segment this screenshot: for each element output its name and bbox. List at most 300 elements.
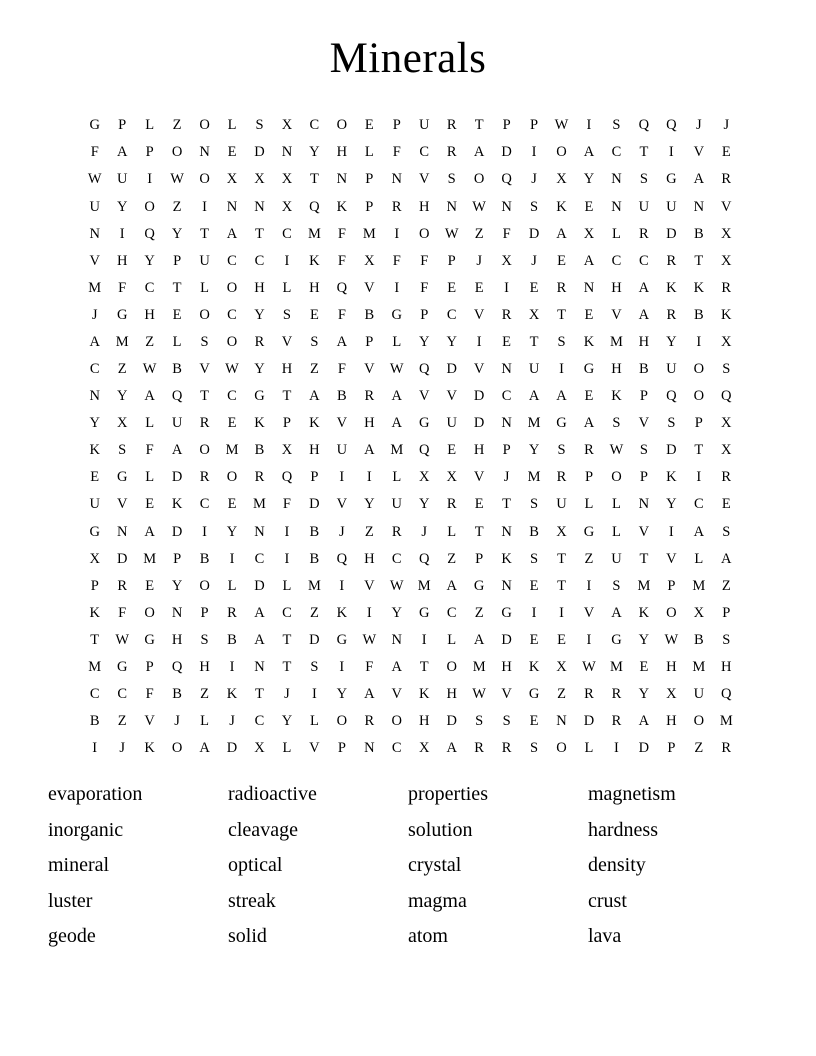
grid-letter: K — [666, 279, 677, 296]
grid-letter: P — [173, 550, 182, 567]
grid-letter: J — [174, 713, 180, 730]
grid-letter: R — [446, 496, 457, 513]
grid-letter: K — [171, 496, 183, 513]
grid-letter: N — [116, 523, 128, 540]
grid-letter: F — [420, 252, 429, 269]
word-bank-item: solution — [408, 818, 473, 841]
grid-letter: F — [145, 686, 154, 703]
grid-letter: Y — [666, 333, 677, 350]
grid-letter: P — [502, 442, 511, 459]
grid-letter: O — [418, 225, 430, 242]
grid-letter: N — [254, 198, 265, 215]
grid-letter: W — [170, 171, 184, 188]
grid-letter: H — [501, 658, 512, 675]
grid-letter: P — [145, 144, 154, 161]
grid-letter: Q — [336, 279, 348, 296]
grid-letter: A — [693, 523, 705, 540]
grid-letter: X — [583, 225, 595, 242]
grid-letter: C — [391, 550, 402, 567]
grid-letter: R — [446, 117, 457, 134]
grid-letter: E — [172, 306, 182, 323]
grid-letter: O — [473, 171, 485, 188]
grid-letter: R — [666, 252, 677, 269]
grid-letter: D — [473, 415, 485, 432]
grid-letter: I — [229, 550, 235, 567]
grid-letter: T — [255, 686, 264, 703]
grid-letter: P — [310, 469, 319, 486]
grid-letter: Z — [694, 740, 704, 757]
grid-letter: V — [638, 415, 650, 432]
grid-letter: P — [365, 198, 374, 215]
grid-letter: P — [392, 117, 401, 134]
grid-letter: X — [501, 252, 512, 269]
grid-letter: Q — [281, 469, 293, 486]
grid-letter: F — [337, 361, 346, 378]
grid-letter: Z — [584, 550, 594, 567]
grid-letter: R — [501, 740, 512, 757]
grid-letter: D — [528, 225, 540, 242]
grid-letter: I — [284, 550, 290, 567]
grid-letter: S — [639, 171, 648, 188]
grid-letter: S — [557, 333, 566, 350]
grid-letter: M — [115, 333, 129, 350]
grid-letter: V — [199, 361, 210, 378]
grid-letter: A — [583, 415, 595, 432]
grid-letter: E — [529, 577, 539, 594]
grid-letter: J — [229, 713, 235, 730]
grid-letter: T — [557, 577, 566, 594]
grid-letter: R — [721, 171, 732, 188]
grid-letter: W — [609, 442, 624, 459]
grid-letter: R — [391, 198, 402, 215]
grid-letter: A — [473, 144, 485, 161]
grid-letter: F — [502, 225, 511, 242]
grid-letter: L — [309, 713, 319, 730]
grid-letter: D — [666, 225, 677, 242]
grid-letter: B — [693, 306, 704, 323]
grid-letter: X — [446, 469, 457, 486]
grid-letter: B — [172, 686, 182, 703]
grid-letter: X — [556, 171, 567, 188]
grid-letter: W — [582, 658, 596, 675]
grid-letter: W — [225, 361, 239, 378]
grid-letter: Q — [418, 361, 430, 378]
grid-letter: R — [254, 333, 265, 350]
grid-letter: O — [199, 577, 210, 594]
grid-letter: N — [693, 198, 705, 215]
word-bank-item: luster — [48, 889, 93, 912]
grid-letter: D — [501, 144, 512, 161]
grid-letter: E — [529, 631, 539, 648]
grid-letter: Z — [145, 333, 155, 350]
grid-letter: L — [612, 496, 621, 513]
grid-letter: G — [336, 631, 348, 648]
grid-letter: H — [144, 306, 155, 323]
grid-letter: E — [557, 252, 566, 269]
grid-letter: D — [226, 740, 238, 757]
grid-letter: E — [721, 496, 731, 513]
grid-letter: N — [501, 361, 512, 378]
grid-letter: B — [529, 523, 539, 540]
grid-letter: P — [530, 117, 539, 134]
grid-letter: J — [284, 686, 290, 703]
grid-letter: L — [227, 117, 237, 134]
grid-letter: X — [281, 442, 293, 459]
grid-letter: N — [583, 279, 595, 296]
grid-letter: I — [559, 604, 564, 621]
grid-letter: H — [666, 713, 677, 730]
grid-letter: H — [446, 686, 457, 703]
grid-letter: S — [475, 713, 484, 730]
grid-letter: F — [337, 252, 346, 269]
grid-letter: X — [693, 604, 705, 621]
grid-letter: R — [721, 740, 732, 757]
grid-letter: Q — [721, 388, 732, 405]
grid-letter: W — [472, 198, 486, 215]
grid-letter: C — [144, 279, 155, 296]
grid-letter: H — [309, 279, 320, 296]
grid-letter: T — [502, 496, 512, 513]
grid-letter: C — [117, 686, 128, 703]
grid-letter: K — [501, 550, 512, 567]
grid-letter: M — [692, 577, 706, 594]
grid-letter: B — [693, 225, 704, 242]
grid-letter: W — [115, 631, 130, 648]
grid-letter: R — [364, 713, 375, 730]
grid-letter: G — [501, 604, 512, 621]
grid-letter: N — [199, 144, 210, 161]
grid-letter: Y — [116, 388, 128, 405]
grid-letter: I — [668, 144, 674, 161]
grid-letter: B — [227, 631, 237, 648]
grid-letter: G — [583, 361, 595, 378]
grid-letter: S — [667, 415, 676, 432]
grid-letter: R — [611, 686, 622, 703]
word-bank-item: properties — [408, 783, 488, 805]
grid-letter: A — [583, 252, 595, 269]
grid-letter: N — [611, 171, 622, 188]
grid-letter: I — [668, 523, 674, 540]
grid-letter: D — [501, 631, 512, 648]
grid-letter: D — [473, 388, 485, 405]
grid-letter: Q — [336, 550, 348, 567]
grid-letter: L — [584, 740, 594, 757]
grid-letter: A — [528, 388, 540, 405]
grid-letter: U — [89, 496, 100, 513]
grid-letter: B — [172, 361, 182, 378]
grid-letter: M — [472, 658, 486, 675]
grid-letter: I — [586, 577, 592, 594]
grid-letter: A — [556, 388, 567, 405]
grid-letter: G — [611, 631, 622, 648]
grid-letter: Y — [144, 252, 155, 269]
grid-letter: X — [721, 252, 732, 269]
grid-letter: H — [309, 442, 320, 459]
word-bank-item: optical — [228, 854, 283, 877]
grid-letter: Q — [721, 686, 732, 703]
grid-letter: A — [638, 279, 650, 296]
grid-letter: E — [227, 415, 237, 432]
grid-letter: M — [307, 577, 321, 594]
grid-letter: Y — [116, 198, 128, 215]
grid-letter: L — [282, 577, 292, 594]
grid-letter: T — [172, 279, 182, 296]
grid-letter: P — [365, 333, 374, 350]
grid-letter: M — [719, 713, 733, 730]
grid-letter: G — [418, 604, 430, 621]
grid-letter: Q — [144, 225, 155, 242]
grid-letter: A — [171, 442, 183, 459]
grid-letter: H — [336, 144, 348, 161]
grid-letter: A — [391, 658, 402, 675]
grid-letter: W — [472, 686, 486, 703]
grid-letter: L — [584, 496, 594, 513]
grid-letter: E — [474, 279, 484, 296]
grid-letter: P — [173, 252, 182, 269]
grid-letter: Y — [528, 442, 540, 459]
grid-letter: Y — [364, 496, 375, 513]
grid-letter: Q — [418, 442, 430, 459]
grid-letter: K — [693, 279, 705, 296]
grid-letter: L — [392, 469, 402, 486]
grid-letter: J — [119, 740, 125, 757]
grid-letter: S — [530, 198, 539, 215]
grid-letter: W — [389, 577, 404, 594]
grid-letter: U — [638, 198, 650, 215]
grid-letter: P — [282, 415, 291, 432]
grid-letter: O — [199, 117, 210, 134]
grid-letter: V — [364, 279, 375, 296]
word-bank-item: evaporation — [48, 783, 143, 805]
grid-letter: P — [639, 469, 648, 486]
grid-letter: A — [583, 144, 595, 161]
grid-letter: I — [202, 523, 207, 540]
grid-letter: V — [281, 333, 293, 350]
grid-letter: X — [721, 225, 732, 242]
grid-letter: S — [200, 333, 209, 350]
grid-letter: K — [336, 604, 348, 621]
grid-letter: M — [637, 577, 651, 594]
grid-letter: O — [446, 658, 457, 675]
grid-letter: F — [118, 604, 127, 621]
grid-letter: P — [145, 658, 154, 675]
grid-letter: R — [227, 604, 237, 621]
grid-letter: M — [253, 496, 266, 513]
grid-letter: Q — [171, 388, 183, 405]
grid-letter: O — [693, 361, 705, 378]
grid-letter: I — [311, 686, 317, 703]
grid-letter: H — [611, 279, 622, 296]
grid-letter: D — [446, 713, 457, 730]
grid-letter: Y — [171, 225, 183, 242]
grid-letter: S — [722, 523, 731, 540]
grid-letter: M — [609, 333, 623, 350]
grid-letter: L — [612, 523, 621, 540]
grid-letter: A — [364, 686, 375, 703]
grid-letter: X — [116, 415, 128, 432]
grid-letter: V — [501, 686, 512, 703]
grid-letter: K — [254, 415, 265, 432]
grid-letter: A — [144, 523, 155, 540]
word-bank-item: atom — [408, 925, 448, 948]
grid-letter: F — [392, 252, 401, 269]
grid-letter: K — [721, 306, 732, 323]
grid-letter: E — [447, 279, 457, 296]
grid-letter: X — [721, 333, 732, 350]
grid-letter: Z — [721, 577, 731, 594]
grid-letter: C — [282, 225, 292, 242]
grid-letter: I — [147, 171, 153, 188]
grid-letter: X — [281, 171, 293, 188]
grid-letter: K — [583, 333, 595, 350]
grid-letter: B — [254, 442, 265, 459]
grid-letter: S — [530, 550, 539, 567]
grid-letter: M — [307, 225, 321, 242]
grid-letter: G — [116, 306, 128, 323]
grid-letter: I — [394, 279, 400, 296]
grid-letter: W — [87, 171, 102, 188]
grid-letter: I — [586, 117, 592, 134]
grid-letter: Q — [638, 117, 650, 134]
grid-letter: O — [226, 333, 238, 350]
grid-letter: A — [638, 713, 650, 730]
grid-letter: R — [611, 713, 622, 730]
grid-letter: J — [531, 252, 537, 269]
grid-letter: O — [391, 713, 402, 730]
grid-letter: H — [254, 279, 265, 296]
grid-letter: U — [171, 415, 183, 432]
grid-letter: W — [362, 631, 377, 648]
grid-letter: I — [586, 631, 592, 648]
grid-letter: O — [144, 604, 155, 621]
grid-letter: Z — [309, 361, 319, 378]
grid-letter: E — [145, 577, 155, 594]
grid-letter: A — [89, 333, 100, 350]
grid-letter: O — [556, 740, 567, 757]
grid-letter: G — [556, 415, 567, 432]
word-bank-item: magma — [408, 889, 467, 912]
grid-letter: J — [476, 252, 482, 269]
grid-letter: N — [364, 740, 375, 757]
grid-letter: T — [200, 225, 209, 242]
grid-letter: I — [366, 604, 372, 621]
grid-letter: B — [693, 631, 704, 648]
grid-letter: M — [609, 658, 623, 675]
grid-letter: N — [171, 604, 183, 621]
grid-letter: A — [556, 225, 567, 242]
word-bank-item: radioactive — [228, 783, 317, 805]
grid-letter: K — [89, 442, 100, 459]
grid-letter: E — [145, 496, 155, 513]
grid-letter: V — [666, 550, 677, 567]
grid-letter: N — [501, 415, 512, 432]
grid-letter: B — [309, 550, 320, 567]
grid-letter: R — [501, 306, 512, 323]
grid-letter: H — [199, 658, 210, 675]
grid-letter: X — [418, 469, 430, 486]
grid-letter: Q — [309, 198, 320, 215]
grid-letter: T — [639, 550, 649, 567]
grid-letter: Q — [171, 658, 183, 675]
grid-letter: T — [694, 252, 704, 269]
word-bank-item: solid — [228, 925, 267, 948]
grid-letter: C — [254, 713, 265, 730]
grid-letter: S — [255, 117, 264, 134]
grid-letter: L — [145, 415, 155, 432]
grid-letter: G — [144, 631, 155, 648]
grid-letter: E — [502, 333, 512, 350]
grid-letter: P — [694, 415, 703, 432]
word-bank-item: streak — [228, 889, 276, 912]
grid-letter: S — [557, 442, 566, 459]
grid-letter: O — [144, 198, 155, 215]
grid-letter: S — [612, 577, 621, 594]
grid-letter: T — [694, 442, 704, 459]
grid-letter: H — [666, 658, 677, 675]
grid-letter: A — [446, 577, 457, 594]
grid-letter: T — [282, 388, 292, 405]
grid-letter: F — [420, 279, 429, 296]
grid-letter: F — [118, 279, 127, 296]
grid-letter: C — [254, 252, 265, 269]
grid-letter: R — [666, 306, 677, 323]
grid-letter: T — [419, 658, 429, 675]
grid-letter: O — [336, 117, 348, 134]
grid-letter: X — [226, 171, 238, 188]
grid-letter: H — [611, 361, 622, 378]
grid-letter: N — [89, 225, 100, 242]
grid-letter: O — [556, 144, 567, 161]
grid-letter: S — [502, 713, 511, 730]
grid-letter: F — [337, 225, 346, 242]
grid-letter: P — [667, 577, 676, 594]
grid-letter: I — [559, 361, 564, 378]
grid-letter: N — [638, 496, 650, 513]
grid-letter: B — [199, 550, 210, 567]
grid-letter: M — [527, 469, 541, 486]
grid-letter: C — [227, 306, 237, 323]
grid-letter: S — [722, 631, 731, 648]
grid-letter: N — [391, 631, 402, 648]
grid-letter: T — [557, 550, 566, 567]
grid-letter: A — [199, 740, 210, 757]
grid-letter: X — [556, 658, 567, 675]
grid-letter: B — [639, 361, 649, 378]
grid-letter: J — [531, 171, 537, 188]
grid-letter: H — [281, 361, 293, 378]
grid-letter: Z — [474, 225, 484, 242]
grid-letter: Z — [200, 686, 209, 703]
grid-letter: S — [310, 658, 319, 675]
grid-letter: C — [89, 686, 100, 703]
grid-letter: A — [254, 604, 265, 621]
grid-letter: A — [309, 388, 320, 405]
grid-letter: Z — [364, 523, 374, 540]
grid-letter: G — [391, 306, 402, 323]
grid-letter: E — [529, 713, 539, 730]
grid-letter: Y — [226, 523, 238, 540]
grid-letter: X — [721, 415, 732, 432]
grid-letter: P — [447, 252, 456, 269]
grid-letter: C — [227, 252, 237, 269]
grid-letter: G — [116, 658, 128, 675]
grid-letter: R — [254, 469, 265, 486]
grid-letter: H — [116, 252, 128, 269]
grid-letter: T — [255, 225, 264, 242]
grid-letter: O — [336, 713, 348, 730]
grid-letter: H — [473, 442, 485, 459]
grid-letter: F — [392, 144, 401, 161]
